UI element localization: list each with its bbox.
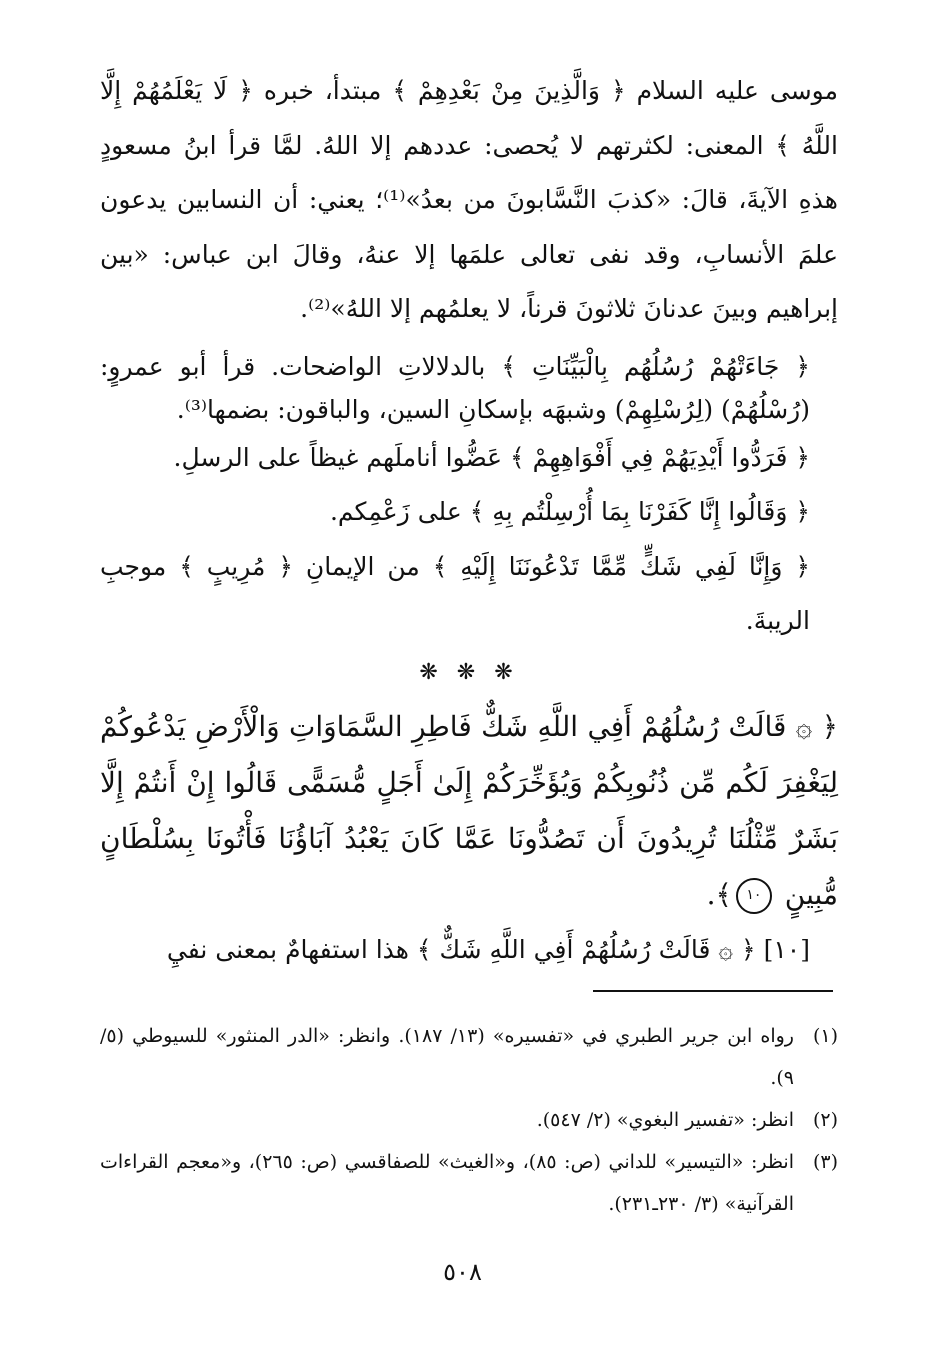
paragraph-2: ﴿ جَاءَتْهُمْ رُسُلُهُم بِالْبَيِّنَاتِ ﴾ بالدلالاتِ الواضحات. قرأ أبو عمروٍ: (رُسْلُهُمْ) (لِرُسْلِهِمْ) وشبهَه بإسكانِ السين، والباقون: بضمها⁽³⁾. — [100, 351, 810, 424]
quran-verse-text: ﴿ ۞ قَالَتْ رُسُلُهُمْ أَفِي اللَّهِ شَكٌّ فَاطِرِ السَّمَاوَاتِ وَالْأَرْضِ يَدْعُوكُمْ لِيَغْفِرَ لَكُم مِّن ذُنُوبِكُمْ وَيُؤَخِّرَكُمْ إِلَىٰ أَجَلٍ مُّسَمًّى قَالُوا إِنْ أَنتُمْ إِلَّا بَشَرٌ مِّثْلُنَا تُرِيدُونَ أَن تَصُدُّونَا عَمَّا كَانَ يَعْبُدُ آبَاؤُنَا فَأْتُونَا بِسُلْطَانٍ مُّبِينٍ — [100, 709, 838, 911]
footnote-text: انظر: «التيسير» للداني (ص: ٨٥)، و«الغيث» للصفاقسي (ص: ٢٦٥)، و«معجم القراءات القرآنية» (٣/ ٢٣٠ـ٢٣١). — [100, 1151, 794, 1215]
section-separator: ❋ ❋ ❋ — [419, 659, 519, 685]
quran-verse — [100, 699, 838, 923]
quran-verse-closing: ﴾. — [706, 877, 732, 911]
page-number: ٥٠٨ — [443, 1258, 482, 1286]
footnote-text: رواه ابن جرير الطبري في «تفسيره» (١٣/ ١٨٧). وانظر: «الدر المنثور» للسيوطي (٥/ ٩). — [100, 1025, 794, 1089]
paragraph-3: ﴿ فَرَدُّوا أَيْدِيَهُمْ فِي أَفْوَاهِهِمْ ﴾ عَضُّوا أناملَهم غيظاً على الرسلِ. — [173, 442, 810, 472]
footnote-divider — [593, 990, 833, 992]
commentary-start: [١٠] ﴿ ۞ قَالَتْ رُسُلُهُمْ أَفِي اللَّهِ شَكٌّ ﴾ هذا استفهامٌ بمعنى نفيِ — [166, 934, 810, 964]
footnote-number: (١) — [812, 1025, 838, 1047]
footnote-3 — [100, 1141, 838, 1225]
footnote-2 — [100, 1099, 838, 1141]
footnotes — [100, 1015, 838, 1225]
footnote-number: (٣) — [812, 1151, 838, 1173]
footnote-number: (٢) — [812, 1109, 838, 1131]
footnote-text: انظر: «تفسير البغوي» (٢/ ٥٤٧). — [536, 1109, 794, 1131]
paragraph-1: موسى عليه السلام ﴿ وَالَّذِينَ مِنْ بَعْدِهِمْ ﴾ مبتدأ، خبره ﴿ لَا يَعْلَمُهُمْ إِلَّا اللَّهُ ﴾ المعنى: لكثرتهم لا يُحصى: عددهم إلا اللهُ. لمَّا قرأ ابنُ مسعودٍ هذهِ الآيةَ، قالَ: «كذبَ النَّسَّابونَ من بعدُ»⁽¹⁾؛ يعني: أن النسابين يدعون علمَ الأنسابِ، وقد نفى تعالى علمَها إلا عنهُ، وقالَ ابن عباس: «بين إبراهيم وبينَ عدنانَ ثلاثونَ قرناً، لا يعلمُهم إلا اللهُ»⁽²⁾. — [100, 76, 838, 323]
paragraph-4: ﴿ وَقَالُوا إِنَّا كَفَرْنَا بِمَا أُرْسِلْتُم بِهِ ﴾ على زَعْمِكم. — [329, 497, 810, 526]
footnote-1 — [100, 1015, 838, 1099]
paragraph-5: ﴿ وَإِنَّا لَفِي شَكٍّ مِّمَّا تَدْعُونَنَا إِلَيْهِ ﴾ من الإيمانِ ﴿ مُرِيبٍ ﴾ موجبِ الريبةَ. — [100, 551, 810, 635]
main-text — [100, 64, 838, 977]
verse-number-marker: ١٠ — [736, 878, 772, 914]
